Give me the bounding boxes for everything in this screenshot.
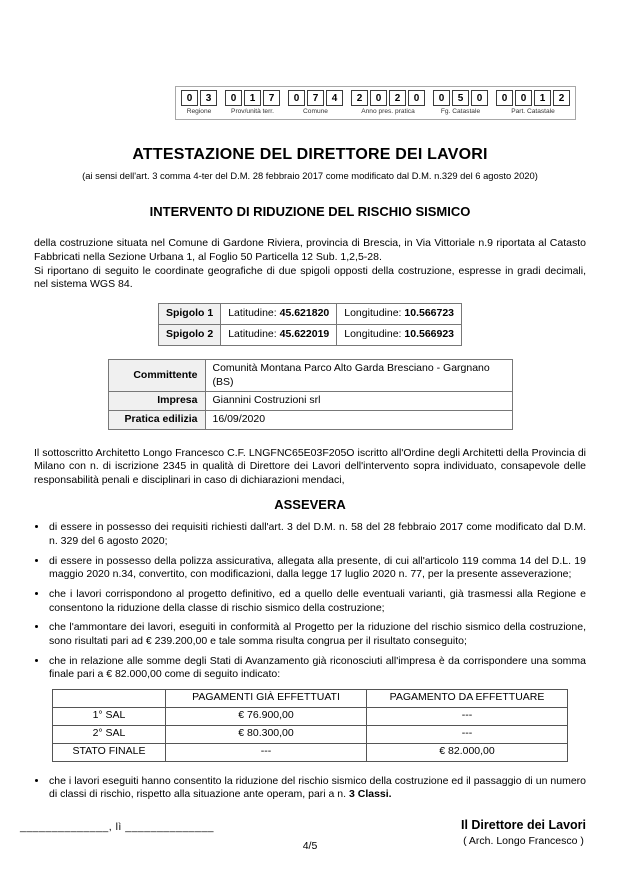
- code-digits: [496, 90, 570, 106]
- code-digits: [433, 90, 488, 106]
- list-item: • che l'ammontare dei lavori, eseguiti in conformità al Progetto per la riduzione del rischio sismico della costruzione, sono risultati pari ad € 239.200,00 e tale somma risulta congrua per il risultato conseguito;: [48, 621, 586, 648]
- list-item: • di essere in possesso dei requisiti richiesti dall'art. 3 del D.M. n. 58 del 28 febbraio 2017 come modificato dal D.M. n. 329 del 6 agosto 2020;: [48, 521, 586, 548]
- page-number: 4/5: [302, 840, 318, 853]
- code-group-anno: [351, 90, 425, 117]
- page-subtitle: (ai sensi dell'art. 3 comma 4-ter del D.M. 28 febbraio 2017 come modificato dal D.M. n.329 del 6 agosto 2020): [82, 170, 538, 182]
- intro-text-1: della costruzione situata nel Comune di Gardone Riviera, provincia di Brescia, in Via Vittoriale n.9 riportata al Catasto Fabbricati nella Sezione Urbana 1, al Foglio 50 Particella 12 Sub. 1,2,5-28.: [34, 237, 586, 264]
- table-row: [53, 725, 568, 743]
- longitude-value: 10.566723: [404, 307, 455, 320]
- code-digit: 0: [370, 90, 387, 106]
- table-row: [53, 743, 568, 761]
- code-group-provincia: [225, 90, 280, 117]
- signature-role: Il Direttore dei Lavori: [460, 818, 586, 833]
- list-item: • che in relazione alle somme degli Stati di Avanzamento già riconosciuti all'impresa è da corrispondere una somma finale pari a € 82.000,00 come di seguito indicato:: [48, 655, 586, 682]
- payments-header-paid: PAGAMENTI GIÀ EFFETTUATI: [166, 689, 367, 707]
- code-digit: 0: [515, 90, 532, 106]
- code-digit: 0: [288, 90, 305, 106]
- table-header-row: [53, 689, 568, 707]
- assevera-bullet-list: [34, 521, 586, 681]
- spigolo-1-label: Spigolo 1: [158, 304, 220, 325]
- impresa-value: Giannini Costruzioni srl: [205, 392, 512, 411]
- stato-finale-label: STATO FINALE: [53, 743, 166, 761]
- list-item: [48, 775, 586, 802]
- code-digit: 0: [471, 90, 488, 106]
- table-row: [158, 304, 461, 325]
- sal1-due: ---: [367, 707, 568, 725]
- code-digits: [351, 90, 425, 106]
- code-strip-wrap: [0, 0, 620, 120]
- code-group-label: Comune: [303, 108, 328, 115]
- details-table: [108, 359, 513, 430]
- table-row: [108, 360, 512, 392]
- code-group-label: Anno pres. pratica: [361, 108, 415, 115]
- code-digit: 5: [452, 90, 469, 106]
- place-date-line: ______________, lì ______________: [20, 821, 215, 834]
- pratica-edilizia-label: Pratica edilizia: [108, 410, 205, 429]
- code-digit: 0: [433, 90, 450, 106]
- list-item: • di essere in possesso della polizza assicurativa, allegata alla presente, di cui all'articolo 119 comma 14 del D.L. 19 maggio 2020 n.34, convertito, con modificazioni, dalla legge 17 luglio 2020 n. 77, per la presente asseverazione;: [48, 555, 586, 582]
- code-digits: [225, 90, 280, 106]
- code-digits: [181, 90, 217, 106]
- declaration-paragraph: [34, 447, 586, 488]
- table-row: [158, 325, 461, 346]
- code-group-label: Fg. Catastale: [440, 108, 481, 115]
- assevera-heading: ASSEVERA: [274, 496, 346, 512]
- pratica-edilizia-value: 16/09/2020: [205, 410, 512, 429]
- code-group-particella: [496, 90, 570, 117]
- table-row: [108, 392, 512, 411]
- longitude-label: Longitudine:: [344, 328, 402, 341]
- code-digit: 4: [326, 90, 343, 106]
- code-digit: 7: [307, 90, 324, 106]
- table-row: [53, 707, 568, 725]
- code-digit: 0: [408, 90, 425, 106]
- spigolo-1-latitude: [221, 304, 337, 325]
- sal1-label: 1° SAL: [53, 707, 166, 725]
- code-digit: 0: [496, 90, 513, 106]
- declaration-text: Il sottoscritto Architetto Longo Francesco C.F. LNGFNC65E03F205O iscritto all'Ordine degli Architetti della Provincia di Milano con n. di iscrizione 2345 in qualità di Direttore dei Lavori dell'intervento sopra individuato, consapevole delle responsabilità penali e disciplinari in caso di dichiarazioni mendaci,: [34, 446, 586, 486]
- code-group-label: Regione: [186, 108, 212, 115]
- code-digits: [288, 90, 343, 106]
- cadastral-code-strip: [175, 86, 576, 120]
- section-title: INTERVENTO DI RIDUZIONE DEL RISCHIO SISMICO: [149, 203, 471, 219]
- latitude-value: 45.621820: [279, 307, 330, 320]
- impresa-label: Impresa: [108, 392, 205, 411]
- code-group-comune: [288, 90, 343, 117]
- closing-bullet-list: [34, 775, 586, 802]
- coordinates-table: [158, 303, 462, 346]
- payments-table-wrap: [0, 689, 620, 762]
- sal2-paid: € 80.300,00: [166, 725, 367, 743]
- code-group-foglio: [433, 90, 488, 117]
- sal2-label: 2° SAL: [53, 725, 166, 743]
- stato-finale-due: € 82.000,00: [367, 743, 568, 761]
- code-digit: 3: [200, 90, 217, 106]
- latitude-label: Latitudine:: [228, 328, 277, 341]
- list-item: • che i lavori corrispondono al progetto definitivo, ed a quello delle eventuali varianti, già trasmessi alla Regione e consentono la riduzione della classe di rischio sismico della costruzione;: [48, 588, 586, 615]
- spigolo-1-longitude: [337, 304, 462, 325]
- payments-table: [52, 689, 568, 762]
- coordinates-table-wrap: [0, 303, 620, 346]
- intro-paragraph: [34, 237, 586, 292]
- sal2-due: ---: [367, 725, 568, 743]
- committente-value: Comunità Montana Parco Alto Garda Bresciano - Gargnano (BS): [205, 360, 512, 392]
- code-digit: 1: [534, 90, 551, 106]
- spigolo-2-label: Spigolo 2: [158, 325, 220, 346]
- latitude-value: 45.622019: [279, 328, 330, 341]
- code-digit: 2: [351, 90, 368, 106]
- stato-finale-paid: ---: [166, 743, 367, 761]
- committente-label: Committente: [108, 360, 205, 392]
- code-group-label: Prov/unità terr.: [231, 108, 274, 115]
- closing-bullet-text: che i lavori eseguiti hanno consentito la riduzione del rischio sismico della costruzione ed il passaggio di un numero di classi di rischio, rispetto alla situazione ante operam, pari a n.: [49, 774, 586, 801]
- code-digit: 0: [181, 90, 198, 106]
- signature-name: ( Arch. Longo Francesco ): [463, 835, 584, 848]
- payments-header-due: PAGAMENTO DA EFFETTUARE: [367, 689, 568, 707]
- page-title: ATTESTAZIONE DEL DIRETTORE DEI LAVORI: [132, 145, 488, 163]
- code-digit: 1: [244, 90, 261, 106]
- spigolo-2-latitude: [221, 325, 337, 346]
- code-digit: 0: [225, 90, 242, 106]
- longitude-label: Longitudine:: [344, 307, 402, 320]
- code-digit: 7: [263, 90, 280, 106]
- details-table-wrap: [0, 359, 620, 430]
- closing-bullet-bold: 3 Classi.: [348, 788, 392, 801]
- code-group-regione: [181, 90, 217, 117]
- intro-text-2: Si riportano di seguito le coordinate geografiche di due spigoli opposti della costruzione, espresse in gradi decimali, nel sistema WGS 84.: [34, 264, 586, 291]
- code-group-label: Part. Catastale: [511, 108, 555, 115]
- latitude-label: Latitudine:: [228, 307, 277, 320]
- spigolo-2-longitude: [337, 325, 462, 346]
- longitude-value: 10.566923: [404, 328, 455, 341]
- table-row: [108, 410, 512, 429]
- code-digit: 2: [553, 90, 570, 106]
- code-digit: 2: [389, 90, 406, 106]
- sal1-paid: € 76.900,00: [166, 707, 367, 725]
- payments-header-empty: [53, 689, 166, 707]
